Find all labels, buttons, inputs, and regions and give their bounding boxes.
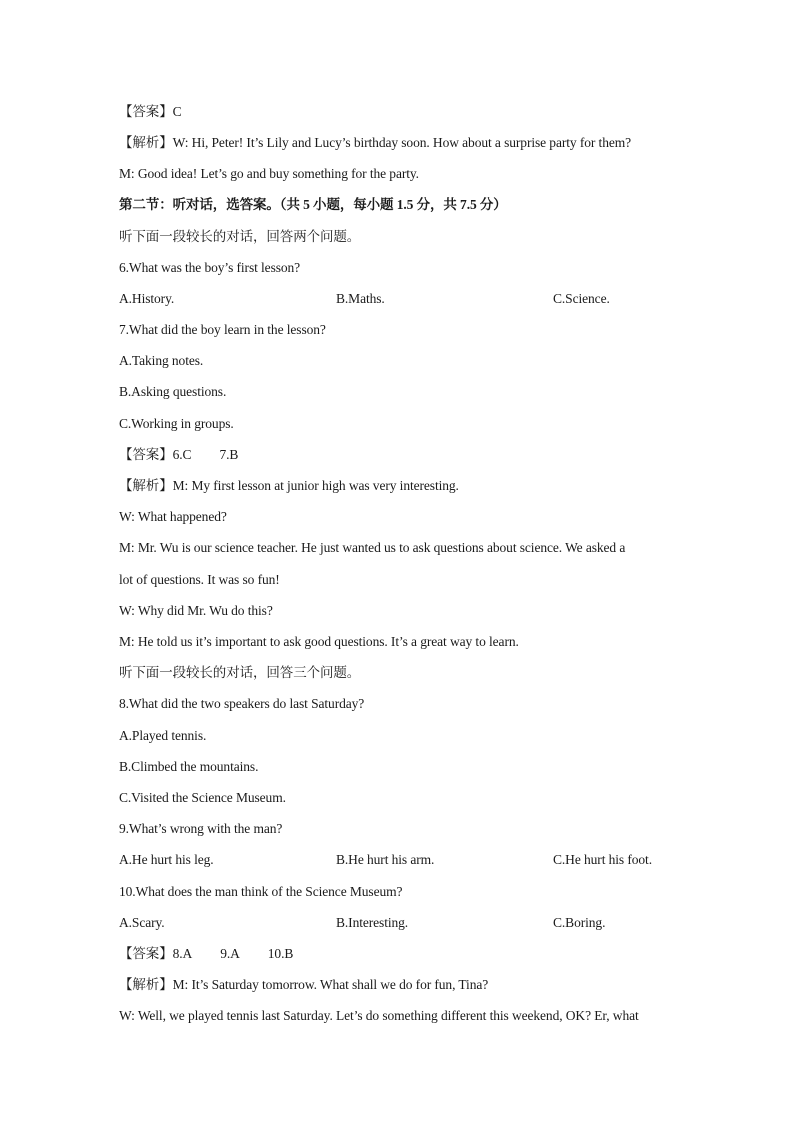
answer-label: 【答案】: [119, 447, 173, 462]
dialogue-line: M: Mr. Wu is our science teacher. He just wanted us to ask questions about science. We asked a: [119, 540, 626, 555]
question-9: 9.What’s wrong with the man?: [119, 821, 283, 836]
dialogue-line: lot of questions. It was so fun!: [119, 572, 280, 587]
answer-10: 10.B: [267, 946, 294, 961]
question-6: 6.What was the boy’s first lesson?: [119, 260, 301, 275]
option-a: A.Taking notes.: [119, 353, 204, 368]
dialogue-line: M: He told us it’s important to ask good questions. It’s a great way to learn.: [119, 634, 519, 649]
option-a: A.Played tennis.: [119, 728, 207, 743]
option-c: C.Science.: [553, 291, 610, 306]
dialogue-line: W: What happened?: [119, 509, 227, 524]
option-b: B.Asking questions.: [119, 384, 227, 399]
answer-7: 7.B: [219, 447, 239, 462]
question-7: 7.What did the boy learn in the lesson?: [119, 322, 326, 337]
analysis-text: M: It’s Saturday tomorrow. What shall we do for fun, Tina?: [172, 977, 489, 992]
analysis-line-6-7: [119, 477, 459, 495]
answer-8: 8.A: [172, 946, 193, 961]
answer-6: 6.C: [172, 447, 192, 462]
section-title: 第二节：听对话，选答案。（共 5 小题，每小题 1.5 分，共 7.5 分）: [119, 197, 507, 212]
answer-value: C: [172, 104, 182, 119]
analysis-line-8-10: [119, 976, 488, 994]
option-b: B.He hurt his arm.: [336, 852, 435, 867]
analysis-label: 【解析】: [119, 135, 173, 150]
options-row-9: [119, 851, 679, 869]
option-a: A.History.: [119, 291, 175, 306]
option-b: B.Maths.: [336, 291, 385, 306]
analysis-label: 【解析】: [119, 478, 173, 493]
answer-label: 【答案】: [119, 104, 173, 119]
option-c: C.He hurt his foot.: [553, 852, 652, 867]
dialogue-line: W: Why did Mr. Wu do this?: [119, 603, 273, 618]
option-c: C.Working in groups.: [119, 416, 234, 431]
option-a: A.He hurt his leg.: [119, 852, 214, 867]
answer-line-6-7: [119, 446, 238, 464]
option-a: A.Scary.: [119, 915, 165, 930]
analysis-text: W: Hi, Peter! It’s Lily and Lucy’s birthday soon. How about a surprise party for them?: [172, 135, 632, 150]
dialogue-line: W: Well, we played tennis last Saturday. Let’s do something different this weekend, OK? Er, what: [119, 1008, 639, 1023]
section-intro: 听下面一段较长的对话，回答两个问题。: [119, 229, 361, 244]
section-intro: 听下面一段较长的对话，回答三个问题。: [119, 665, 361, 680]
analysis-text: M: My first lesson at junior high was very interesting.: [172, 478, 459, 493]
analysis-label: 【解析】: [119, 977, 173, 992]
answer-label: 【答案】: [119, 946, 173, 961]
option-c: C.Boring.: [553, 915, 606, 930]
question-8: 8.What did the two speakers do last Saturday?: [119, 696, 365, 711]
question-10: 10.What does the man think of the Science Museum?: [119, 884, 403, 899]
option-c: C.Visited the Science Museum.: [119, 790, 286, 805]
options-row-10: [119, 914, 679, 932]
analysis-line-5: [119, 134, 631, 152]
answer-9: 9.A: [220, 946, 240, 961]
dialogue-line: M: Good idea! Let’s go and buy something for the party.: [119, 166, 419, 181]
option-b: B.Interesting.: [336, 915, 409, 930]
answer-line-8-10: [119, 945, 293, 963]
option-b: B.Climbed the mountains.: [119, 759, 259, 774]
options-row-6: [119, 290, 679, 308]
answer-line-5: [119, 103, 182, 121]
